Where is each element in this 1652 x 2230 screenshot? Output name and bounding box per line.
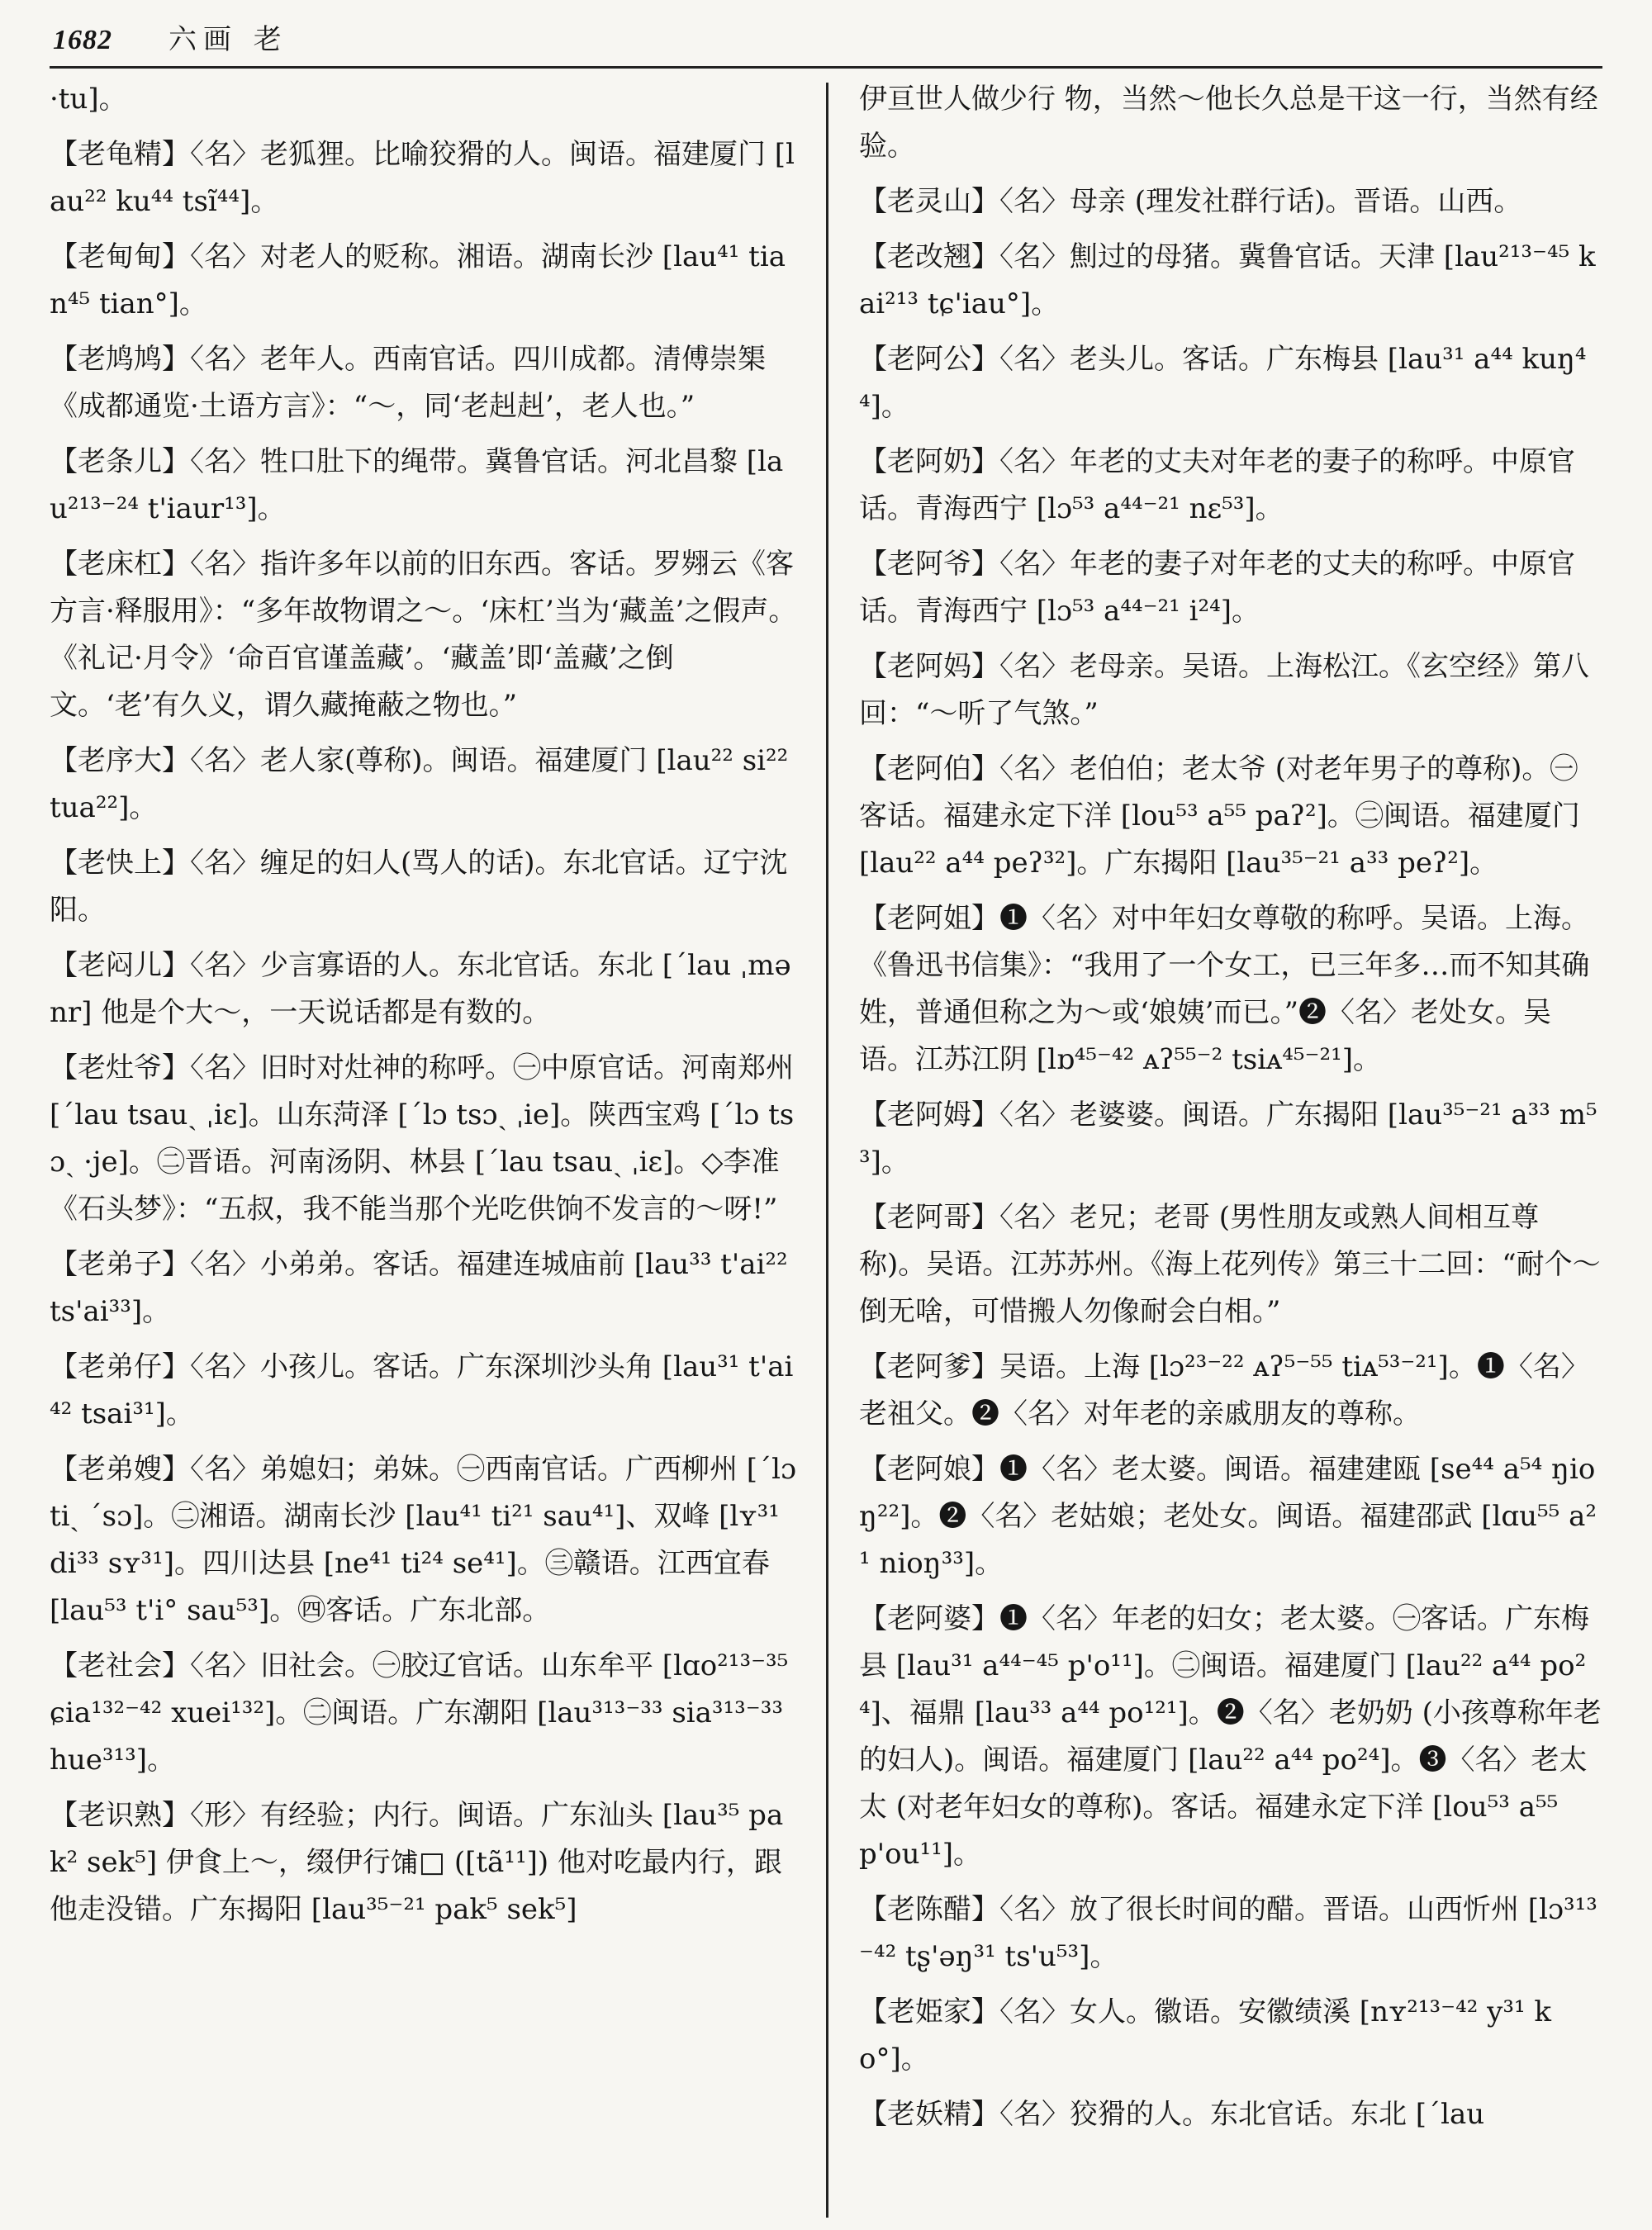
left-column — [50, 76, 797, 1942]
entry: ·tu]。 — [50, 83, 127, 116]
entry: 【老阿伯】〈名〉老伯伯；老太爷 (对老年男子的尊称)。㊀客话。福建永定下洋 [lou⁵³ a⁵⁵ paʔ²]。㊁闽语。福建厦门 [lau²² a⁴⁴ peʔ³²]。广东揭阳 [lau³⁵⁻²¹ a³³ peʔ²]。 — [859, 752, 1580, 880]
entry: 【老阿婆】❶〈名〉年老的妇女；老太婆。㊀客话。广东梅县 [lau³¹ a⁴⁴⁻⁴⁵ p'o¹¹]。㊁闽语。福建厦门 [lau²² a⁴⁴ po²⁴]、福鼎 [lau³³ a⁴⁴ po¹²¹]。❷〈名〉老奶奶 (小孩尊称年老的妇人)。闽语。福建厦门 [lau²² a⁴⁴ po²⁴]。❸〈名〉老太太 (对老年妇女的尊称)。客话。福建永定下洋 [lou⁵³ a⁵⁵ p'ou¹¹]。 — [859, 1602, 1602, 1871]
entry: 【老甸甸】〈名〉对老人的贬称。湘语。湖南长沙 [lau⁴¹ tian⁴⁵ tian°]。 — [50, 240, 786, 320]
entry: 【老阿爷】〈名〉年老的妻子对年老的丈夫的称呼。中原官话。青海西宁 [lɔ⁵³ a⁴⁴⁻²¹ i²⁴]。 — [859, 548, 1575, 628]
entry: 【老阿公】〈名〉老头儿。客话。广东梅县 [lau³¹ a⁴⁴ kuŋ⁴⁴]。 — [859, 343, 1587, 423]
entry: 伊亘世人做少行 物，当然～他长久总是干这一行，当然有经验。 — [859, 83, 1598, 163]
entry: 【老阿姐】❶〈名〉对中年妇女尊敬的称呼。吴语。上海。《鲁迅书信集》：“我用了一个女工，已三年多…而不知其确姓，普通但称之为～或‘娘姨’而已。”❷〈名〉老处女。吴语。江苏江阴 [lɒ⁴⁵⁻⁴² ᴀʔ⁵⁵⁻² tsiᴀ⁴⁵⁻²¹]。 — [859, 902, 1590, 1076]
entry: 【老龟精】〈名〉老狐狸。比喻狡猾的人。闽语。福建厦门 [lau²² ku⁴⁴ tsĩ⁴⁴]。 — [50, 138, 795, 218]
entry: 【老弟子】〈名〉小弟弟。客话。福建连城庙前 [lau³³ t'ai²² ts'ai³³]。 — [50, 1248, 788, 1328]
entry: 【老识熟】〈形〉有经验；内行。闽语。广东汕头 [lau³⁵ pak² sek⁵] 伊食上～，缀伊行𫗦□ ([tã¹¹]) 他对吃最内行，跟他走没错。广东揭阳 [lau³⁵⁻²¹ pak⁵ sek⁵] — [50, 1799, 784, 1926]
entry: 【老灵山】〈名〉母亲 (理发社群行话)。晋语。山西。 — [859, 185, 1522, 218]
entry: 【老改翘】〈名〉劁过的母猪。冀鲁官话。天津 [lau²¹³⁻⁴⁵ kai²¹³ tɕ'iau°]。 — [859, 240, 1596, 320]
entry: 【老阿爹】吴语。上海 [lɔ²³⁻²² ᴀʔ⁵⁻⁵⁵ tiᴀ⁵³⁻²¹]。❶〈名〉老祖父。❷〈名〉对年老的亲戚朋友的尊称。 — [859, 1350, 1589, 1431]
entry: 【老阿哥】〈名〉老兄；老哥 (男性朋友或熟人间相互尊称)。吴语。江苏苏州。《海上花列传》第三十二回：“耐个～倒无啥，可惜搬人勿像耐会白相。” — [859, 1201, 1601, 1328]
entry: 【老姫家】〈名〉女人。徽语。安徽绩溪 [nʏ²¹³⁻⁴² y³¹ ko°]。 — [859, 1995, 1552, 2076]
entry: 【老闷儿】〈名〉少言寡语的人。东北官话。东北 [ˊlau ˌmənr] 他是个大～，一天说话都是有数的。 — [50, 949, 791, 1029]
entry: 【老阿妈】〈名〉老母亲。吴语。上海松江。《玄空经》第八回：“～听了气煞。” — [859, 650, 1589, 730]
entry: 【老快上】〈名〉缠足的妇人(骂人的话)。东北官话。辽宁沈阳。 — [50, 847, 788, 927]
entry: 【老社会】〈名〉旧社会。㊀胶辽官话。山东牟平 [lɑo²¹³⁻³⁵ ɕia¹³²⁻⁴² xuei¹³²]。㊁闽语。广东潮阳 [lau³¹³⁻³³ sia³¹³⁻³³ hue³¹³]。 — [50, 1649, 789, 1777]
entry: 【老弟嫂】〈名〉弟媳妇；弟妹。㊀西南官话。广西柳州 [ˊlɔ tiˎ ˊsɔ]。㊁湘语。湖南长沙 [lau⁴¹ ti²¹ sau⁴¹]、双峰 [lʏ³¹ di³³ sʏ³¹]。四川达县 [ne⁴¹ ti²⁴ se⁴¹]。㊂赣语。江西宜春 [lau⁵³ t'i° sau⁵³]。㊃客话。广东北部。 — [50, 1453, 796, 1627]
entry: 【老阿娘】❶〈名〉老太婆。闽语。福建建瓯 [se⁴⁴ a⁵⁴ ŋioŋ²²]。❷〈名〉老姑娘；老处女。闽语。福建邵武 [lɑu⁵⁵ a²¹ nioŋ³³]。 — [859, 1453, 1597, 1580]
entry: 【老鸠鸠】〈名〉老年人。西南官话。四川成都。清傅崇榘《成都通览·土语方言》：“～，同‘老赳赳’，老人也。” — [50, 343, 766, 423]
entry: 【老妖精】〈名〉狡猾的人。东北官话。东北 [ˊlau — [859, 2098, 1485, 2131]
entry: 【老阿奶】〈名〉年老的丈夫对年老的妻子的称呼。中原官话。青海西宁 [lɔ⁵³ a⁴⁴⁻²¹ nɛ⁵³]。 — [859, 445, 1575, 525]
section-title: 六画 老 — [169, 23, 288, 56]
entry: 【老阿姆】〈名〉老婆婆。闽语。广东揭阳 [lau³⁵⁻²¹ a³³ m⁵³]。 — [859, 1098, 1597, 1179]
right-column — [859, 76, 1602, 2147]
column-divider — [826, 83, 828, 2218]
entry: 【老灶爷】〈名〉旧时对灶神的称呼。㊀中原官话。河南郑州 [ˊlau tsauˎ ˌiɛ]。山东菏泽 [ˊlɔ tsɔˎ ˌie]。陕西宝鸡 [ˊlɔ tsɔˎ ·je]。㊁晋语。河南汤阴、林县 [ˊlau tsauˎ ˌiɛ]。◇李准《石头梦》：“五叔，我不能当那个光吃供饷不发言的～呀!” — [50, 1051, 795, 1226]
entry: 【老床杠】〈名〉指许多年以前的旧东西。客话。罗翙云《客方言·释服用》：“多年故物谓之～。‘床杠’当为‘藏盖’之假声。《礼记·月令》‘命百官谨盖藏’。‘藏盖’即‘盖藏’之倒文。‘老’有久义，谓久藏掩蔽之物也。” — [50, 548, 797, 722]
header-rule — [50, 66, 1602, 69]
page-number: 1682 — [53, 25, 112, 55]
entry: 【老序大】〈名〉老人家(尊称)。闽语。福建厦门 [lau²² si²² tua²²]。 — [50, 744, 789, 824]
page-header — [53, 18, 1622, 61]
entry: 【老弟仔】〈名〉小孩儿。客话。广东深圳沙头角 [lau³¹ t'ai⁴² tsai³¹]。 — [50, 1350, 794, 1431]
entry: 【老陈醋】〈名〉放了很长时间的醋。晋语。山西忻州 [lɔ³¹³⁻⁴² tʂ'əŋ³¹ ts'u⁵³]。 — [859, 1893, 1597, 1973]
entry: 【老条儿】〈名〉牲口肚下的绳带。冀鲁官话。河北昌黎 [lau²¹³⁻²⁴ t'iaur¹³]。 — [50, 445, 784, 525]
